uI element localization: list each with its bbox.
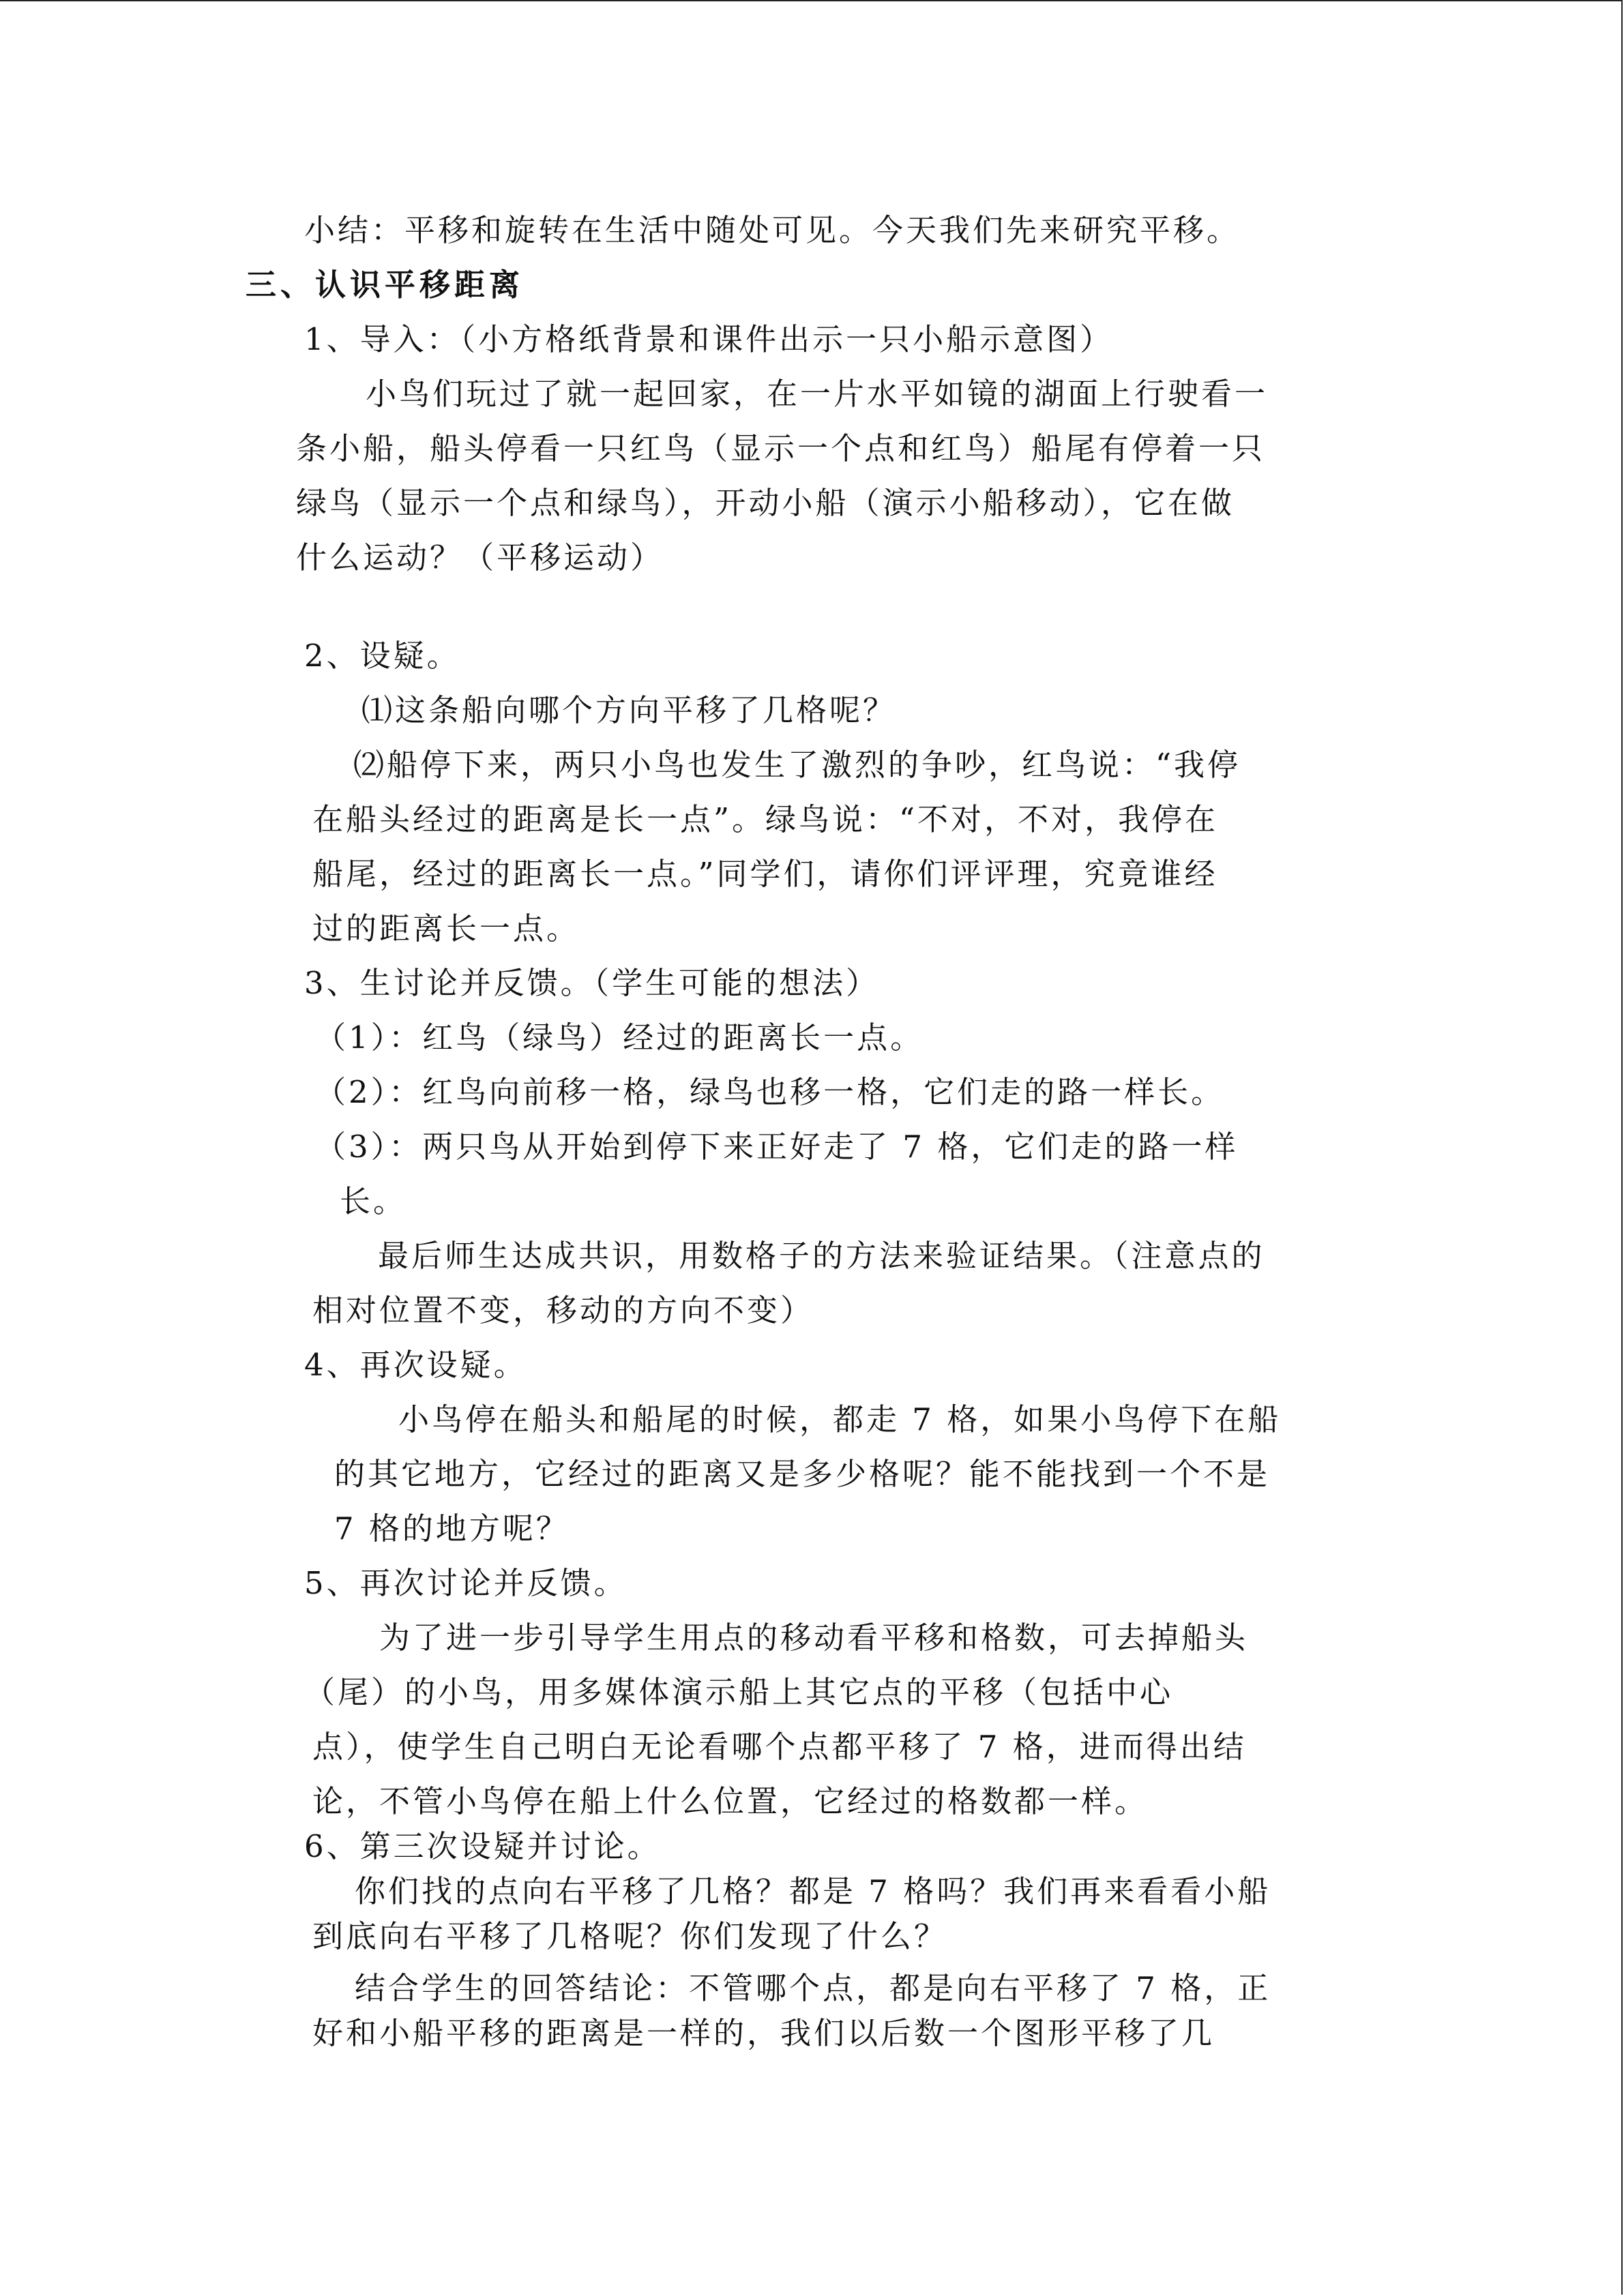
answer-1: （1）：红鸟（绿鸟）经过的距离长一点。 bbox=[315, 1019, 924, 1056]
step-5-title: 5、再次讨论并反馈。 bbox=[304, 1565, 628, 1601]
paragraph-line: 条小船，船头停看一只红鸟（显示一个点和红鸟）船尾有停着一只 bbox=[296, 430, 1266, 466]
paragraph-line: 过的距离长一点。 bbox=[312, 910, 580, 946]
paragraph-line: 相对位置不变，移动的方向不变） bbox=[312, 1292, 814, 1328]
paragraph-line: 什么运动？（平移运动） bbox=[296, 539, 664, 576]
paragraph-line: 点），使学生自己明白无论看哪个点都平移了 7 格，进而得出结 bbox=[312, 1729, 1247, 1765]
paragraph-line: 论，不管小鸟停在船上什么位置，它经过的格数都一样。 bbox=[312, 1783, 1149, 1819]
question-2: ⑵船停下来，两只小鸟也发生了激烈的争吵，红鸟说：“我停 bbox=[353, 747, 1241, 783]
paragraph-line: 7 格的地方呢？ bbox=[334, 1510, 570, 1547]
answer-3: （3）：两只鸟从开始到停下来正好走了 7 格，它们走的路一样 bbox=[315, 1129, 1239, 1165]
step-3-title: 3、生讨论并反馈。（学生可能的想法） bbox=[304, 965, 880, 1001]
paragraph-line: 小鸟们玩过了就一起回家，在一片水平如镜的湖面上行驶看一 bbox=[366, 376, 1269, 412]
paragraph-line: 船尾，经过的距离长一点。”同学们，请你们评评理，究竟谁经 bbox=[312, 856, 1218, 892]
paragraph-line: 好和小船平移的距离是一样的，我们以后数一个图形平移了几 bbox=[312, 2015, 1215, 2051]
paragraph-line: 为了进一步引导学生用点的移动看平移和格数，可去掉船头 bbox=[379, 1620, 1249, 1656]
step-6-title: 6、第三次设疑并讨论。 bbox=[304, 1828, 661, 1864]
paragraph-line: 小鸟停在船头和船尾的时候，都走 7 格，如果小鸟停下在船 bbox=[398, 1401, 1282, 1437]
question-1: ⑴这条船向哪个方向平移了几格呢？ bbox=[361, 692, 897, 728]
section-heading: 三、认识平移距离 bbox=[246, 267, 525, 303]
paragraph-line: 最后师生达成共识，用数格子的方法来验证结果。（注意点的 bbox=[378, 1238, 1265, 1274]
answer-2: （2）：红鸟向前移一格，绿鸟也移一格，它们走的路一样长。 bbox=[315, 1074, 1225, 1110]
paragraph-line: 结合学生的回答结论：不管哪个点，都是向右平移了 7 格，正 bbox=[355, 1970, 1271, 2006]
paragraph-line: 在船头经过的距离是长一点”。绿鸟说：“不对，不对，我停在 bbox=[312, 801, 1219, 837]
step-4-title: 4、再次设疑。 bbox=[304, 1347, 527, 1383]
paragraph-line: 的其它地方，它经过的距离又是多少格呢？能不能找到一个不是 bbox=[334, 1456, 1271, 1492]
paragraph-line: （尾）的小鸟，用多媒体演示船上其它点的平移（包括中心 bbox=[304, 1674, 1174, 1710]
step-1-title: 1、导入：（小方格纸背景和课件出示一只小船示意图） bbox=[304, 321, 1114, 357]
step-2-title: 2、设疑。 bbox=[304, 638, 460, 674]
paragraph-line: 到底向右平移了几格呢？你们发现了什么？ bbox=[312, 1918, 948, 1954]
paragraph-line: 绿鸟（显示一个点和绿鸟），开动小船（演示小船移动），它在做 bbox=[296, 485, 1235, 521]
summary-line: 小结：平移和旋转在生活中随处可见。今天我们先来研究平移。 bbox=[304, 212, 1241, 248]
paragraph-line: 你们找的点向右平移了几格？都是 7 格吗？我们再来看看小船 bbox=[355, 1873, 1271, 1909]
paragraph-line: 长。 bbox=[340, 1183, 407, 1219]
